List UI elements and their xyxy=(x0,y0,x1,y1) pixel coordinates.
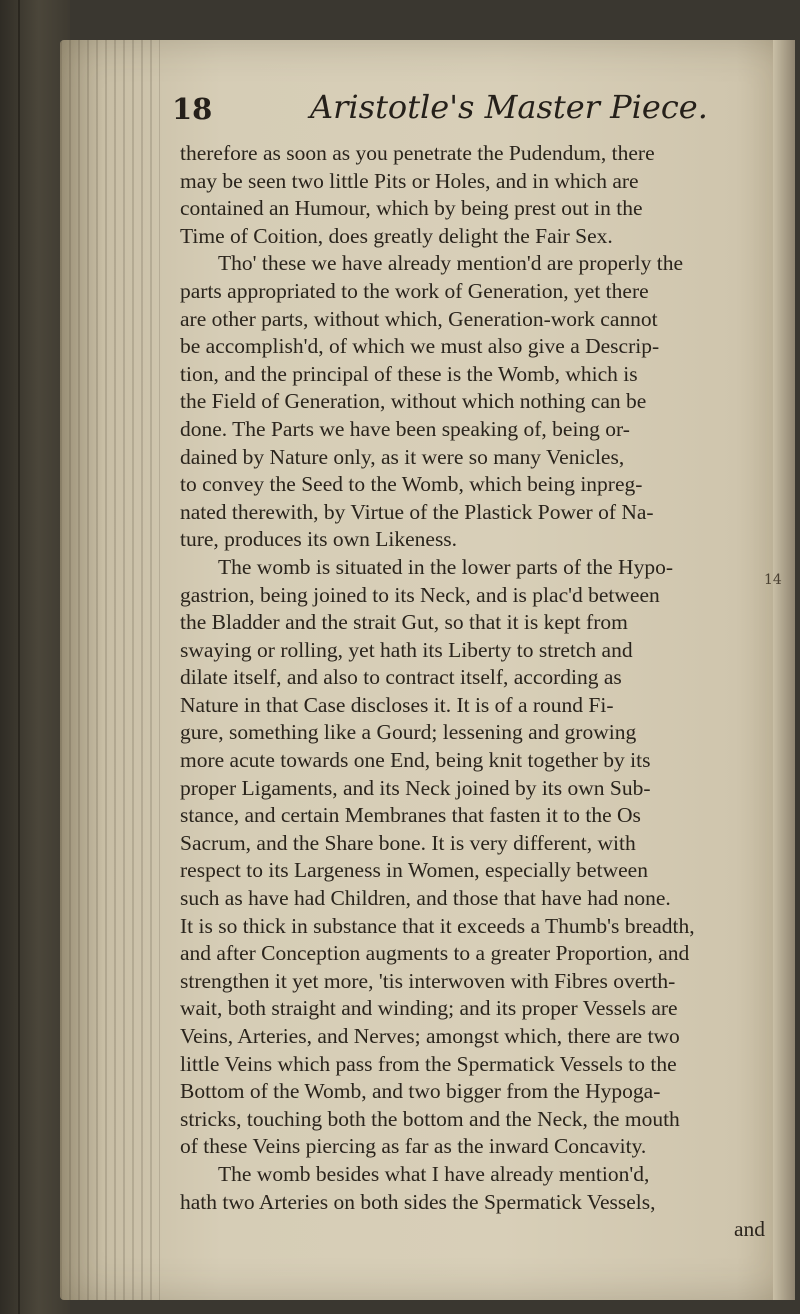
text-line: to convey the Seed to the Womb, which being inpreg- xyxy=(180,472,643,497)
text-line: dained by Nature only, as it were so many Venicles, xyxy=(180,444,625,469)
text-line: the Field of Generation, without which nothing can be xyxy=(180,389,647,414)
text-line: contained an Humour, which by being prest out in the xyxy=(180,196,643,221)
text-line: swaying or rolling, yet hath its Liberty to stretch and xyxy=(180,637,633,662)
page-number: 18 xyxy=(172,92,213,126)
text-line: Sacrum, and the Share bone. It is very different, with xyxy=(180,830,636,855)
text-line: tion, and the principal of these is the Womb, which is xyxy=(180,361,638,386)
text-line: the Bladder and the strait Gut, so that it is kept from xyxy=(180,610,628,635)
text-line: Veins, Arteries, and Nerves; amongst which, there are two xyxy=(180,1024,680,1048)
running-title: Aristotle's Master Piece. xyxy=(310,88,708,126)
text-line: stricks, touching both the bottom and the Neck, the mouth xyxy=(180,1106,680,1131)
text-line: The womb besides what I have already mention'd, xyxy=(218,1161,650,1186)
text-line: stance, and certain Membranes that fasten it to the Os xyxy=(180,803,641,828)
margin-mark: 14 xyxy=(764,572,782,588)
text-line: Bottom of the Womb, and two bigger from the Hypoga- xyxy=(180,1079,661,1104)
text-line: gure, something like a Gourd; lessening and growing xyxy=(180,720,637,745)
text-line: wait, both straight and winding; and its proper Vessels are xyxy=(180,996,678,1021)
text-line: nated therewith, by Virtue of the Plastick Power of Na- xyxy=(180,499,654,524)
text-line: such as have had Children, and those that have had none. xyxy=(180,886,671,911)
text-line: respect to its Largeness in Women, especially between xyxy=(180,858,648,883)
text-line: more acute towards one End, being knit together by its xyxy=(180,748,651,773)
text-line: are other parts, without which, Generation-work cannot xyxy=(180,306,658,331)
text-line: gastrion, being joined to its Neck, and is plac'd between xyxy=(180,582,660,607)
running-head xyxy=(172,88,772,134)
catchword: and xyxy=(733,1217,765,1242)
page-gutter-shadow xyxy=(60,40,160,1300)
text-line: dilate itself, and also to contract itself, according as xyxy=(180,665,622,690)
text-line: Tho' these we have already mention'd are properly the xyxy=(218,251,684,276)
text-line: be accomplish'd, of which we must also give a Descrip- xyxy=(180,334,660,359)
text-line: of these Veins piercing as far as the inward Concavity. xyxy=(180,1134,647,1159)
text-line: parts appropriated to the work of Generation, yet there xyxy=(180,278,649,303)
text-line: hath two Arteries on both sides the Spermatick Vessels, xyxy=(180,1189,656,1214)
text-line: strengthen it yet more, 'tis interwoven with Fibres overth- xyxy=(180,968,676,993)
text-line: ture, produces its own Likeness. xyxy=(180,527,458,552)
body-text xyxy=(180,140,765,1244)
text-line: It is so thick in substance that it exceeds a Thumb's breadth, xyxy=(180,913,695,938)
text-line: therefore as soon as you penetrate the Pudendum, there xyxy=(180,141,655,165)
text-line: Time of Coition, does greatly delight the Fair Sex. xyxy=(180,223,613,248)
text-line: may be seen two little Pits or Holes, and in which are xyxy=(180,168,639,193)
text-line: The womb is situated in the lower parts of the Hypo- xyxy=(218,554,673,579)
text-line: proper Ligaments, and its Neck joined by its own Sub- xyxy=(180,775,651,800)
text-line: little Veins which pass from the Spermatick Vessels to the xyxy=(180,1051,677,1076)
text-line: and after Conception augments to a greater Proportion, and xyxy=(180,941,690,966)
page-right-edge xyxy=(773,40,795,1300)
text-line: done. The Parts we have been speaking of, being or- xyxy=(180,416,630,441)
text-line: Nature in that Case discloses it. It is of a round Fi- xyxy=(180,692,614,717)
